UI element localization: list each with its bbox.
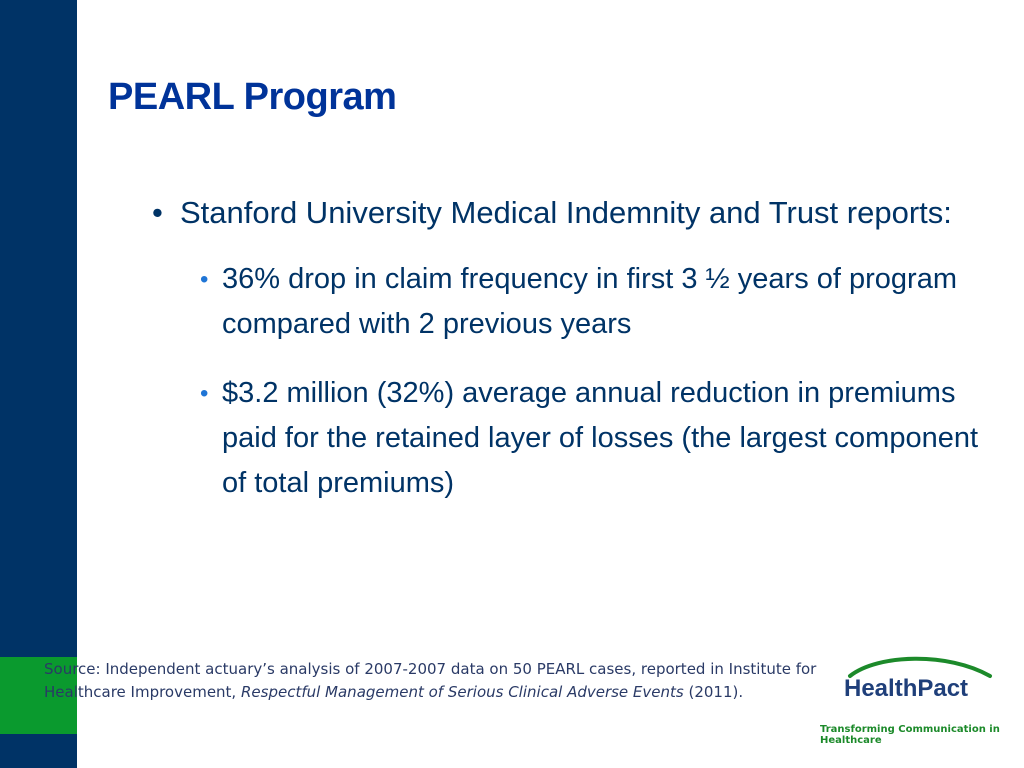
logo-wordmark: HealthPact bbox=[844, 675, 969, 702]
main-bullet bbox=[152, 190, 992, 235]
main-bullet-text: Stanford University Medical Indemnity and Trust reports: bbox=[180, 195, 952, 230]
sidebar-bar bbox=[0, 0, 77, 768]
sub-bullet-text: 36% drop in claim frequency in first 3 ½ years of program compared with 2 previous years bbox=[222, 263, 957, 340]
logo-tagline: Transforming Communication in Healthcare bbox=[820, 724, 1000, 746]
sub-bullet-claim-frequency bbox=[200, 257, 992, 347]
source-text: Source: Independent actuary’s analysis of 2007-2007 data on 50 PEARL cases, reported in Institute for Healthcare Improvement, bbox=[44, 660, 817, 701]
bullet-list bbox=[152, 190, 992, 506]
bullet-dot-icon: • bbox=[152, 195, 163, 230]
bullet-dot-icon: • bbox=[200, 266, 209, 293]
bullet-dot-icon: • bbox=[200, 380, 209, 407]
publication-title: Respectful Management of Serious Clinical Adverse Events bbox=[240, 683, 684, 701]
sub-bullet-text: $3.2 million (32%) average annual reduction in premiums paid for the retained layer of losses (the largest component of total premiums) bbox=[222, 377, 979, 499]
slide-title: PEARL Program bbox=[108, 76, 397, 118]
source-year: (2011). bbox=[683, 683, 744, 701]
sub-bullet-premium-reduction bbox=[200, 371, 992, 506]
source-citation bbox=[44, 658, 874, 704]
